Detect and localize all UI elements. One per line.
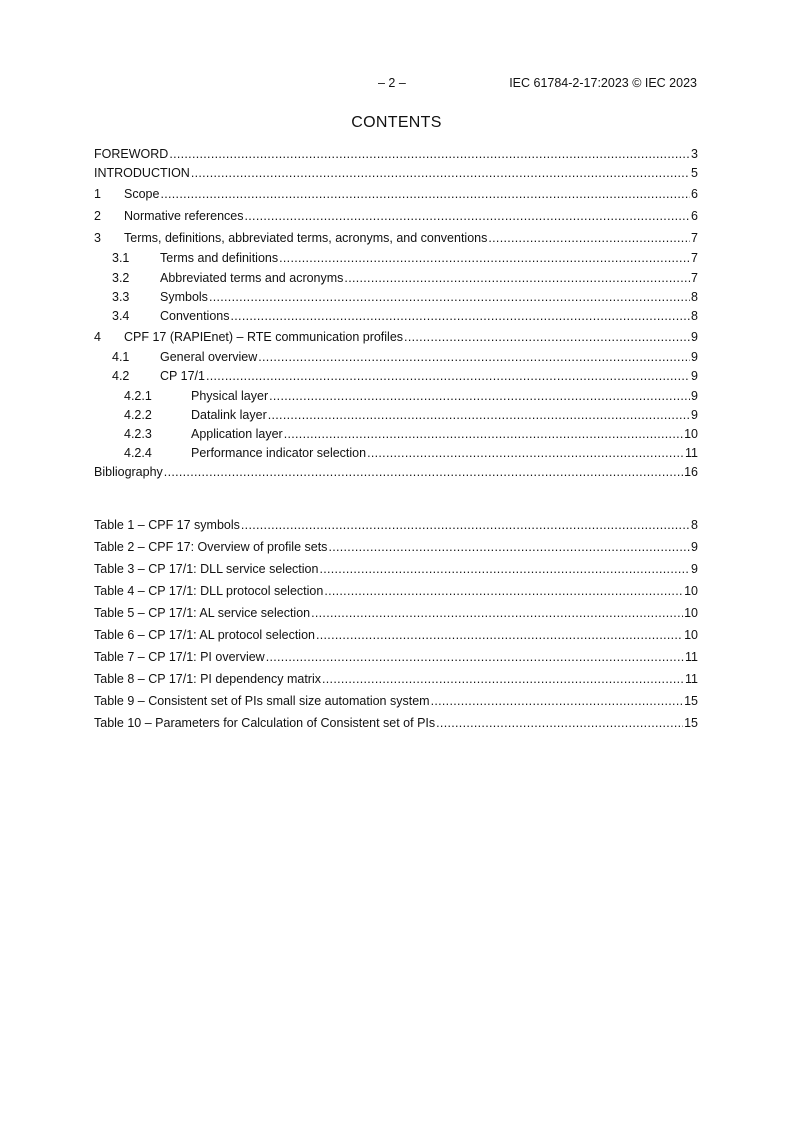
toc-entry-title: CP 17/1 [160,369,205,384]
toc-entry[interactable] [94,444,698,463]
toc-entry-title: Performance indicator selection [191,446,367,461]
table-list-entry[interactable] [94,558,698,580]
dot-leader [231,307,691,326]
toc-entry[interactable] [94,205,698,227]
toc-entry[interactable] [94,249,698,268]
toc-entry-number: 3.4 [112,308,130,323]
document-id: IEC 61784-2-17:2023 © IEC 2023 [509,76,697,90]
table-list-entry[interactable] [94,624,698,646]
toc-entry-number: 4.2.4 [124,446,152,461]
toc-entry-title: Application layer [191,426,283,441]
toc-entry-number: 3.1 [112,251,130,266]
toc-entry-title: Datalink layer [191,407,267,422]
table-list-entry[interactable] [94,514,698,536]
table-list-entry[interactable] [94,712,698,734]
toc-entry[interactable] [94,425,698,444]
dot-leader [209,288,690,307]
toc-entry[interactable] [94,164,698,183]
table-entry-page: 10 [684,606,698,620]
contents-title: CONTENTS [351,114,442,131]
toc-entry-number: 3.3 [112,289,130,304]
dot-leader [324,580,683,602]
table-entry-title: Table 1 – CPF 17 symbols [94,518,240,532]
toc-entry-page: 10 [684,426,698,441]
toc-entry[interactable] [94,145,698,164]
table-entry-title: Table 10 – Parameters for Calculation of Consistent set of PIs [94,716,436,730]
dot-leader [311,602,683,624]
table-entry-page: 10 [684,628,698,642]
toc-entry-number: 2 [94,209,101,224]
toc-entry[interactable] [94,387,698,406]
page-header [0,76,793,92]
toc-entry-title: FOREWORD [94,147,169,161]
table-entry-title: Table 8 – CP 17/1: PI dependency matrix [94,672,321,686]
dot-leader [241,514,690,536]
dot-leader [266,646,684,668]
toc-entry-page: 7 [691,251,698,266]
toc-entry[interactable] [94,307,698,326]
toc-entry-number: 4.2.3 [124,426,152,441]
table-entry-page: 10 [684,584,698,598]
toc-entry-page: 6 [691,187,698,202]
table-entry-page: 15 [684,694,698,708]
dot-leader [169,145,690,164]
toc-entry[interactable] [94,326,698,348]
toc-entry-page: 9 [691,388,698,403]
toc-entry-title: Symbols [160,289,208,304]
table-entry-page: 8 [691,518,698,532]
dot-leader [344,269,690,288]
table-list-entry[interactable] [94,668,698,690]
toc-entry-number: 3.2 [112,270,130,285]
dot-leader [316,624,683,646]
table-entry-page: 15 [684,716,698,730]
dot-leader [191,164,690,183]
dot-leader [367,444,684,463]
dot-leader [206,367,690,386]
toc-entry-number: 1 [94,187,101,202]
toc-entry-page: 9 [691,330,698,345]
dot-leader [328,536,690,558]
toc-entry-title: INTRODUCTION [94,166,190,181]
dot-leader [245,205,691,227]
dot-leader [284,425,683,444]
toc-entry-page: 6 [691,209,698,224]
toc-entry-page: 9 [691,369,698,384]
table-entry-title: Table 6 – CP 17/1: AL protocol selection [94,628,315,642]
toc-entry-title: Normative references [124,209,244,224]
toc-entry-title: Bibliography [94,465,163,480]
toc-entry-page: 11 [685,446,698,461]
dot-leader [160,183,690,205]
toc-entry-page: 5 [691,166,698,181]
table-entry-page: 11 [685,672,698,686]
dot-leader [164,463,683,482]
toc-entry-number: 4.2 [112,369,130,384]
table-list-entry[interactable] [94,602,698,624]
toc-entry[interactable] [94,269,698,288]
toc-entry[interactable] [94,288,698,307]
toc-entry-title: Conventions [160,308,230,323]
table-entry-title: Table 5 – CP 17/1: AL service selection [94,606,311,620]
toc-entry-number: 4.2.2 [124,407,152,422]
toc-entry[interactable] [94,406,698,425]
table-of-contents [94,145,698,482]
toc-entry-page: 3 [691,147,698,161]
dot-leader [431,690,684,712]
dot-leader [279,249,690,268]
dot-leader [322,668,684,690]
table-entry-title: Table 4 – CP 17/1: DLL protocol selection [94,584,324,598]
toc-entry[interactable] [94,348,698,367]
table-entry-page: 11 [685,650,698,664]
dot-leader [269,387,690,406]
table-entry-page: 9 [691,562,698,576]
toc-entry-page: 9 [691,350,698,365]
dot-leader [404,326,690,348]
toc-entry[interactable] [94,367,698,386]
toc-entry-title: Abbreviated terms and acronyms [160,270,344,285]
dot-leader [436,712,683,734]
toc-entry[interactable] [94,227,698,249]
toc-entry-number: 3 [94,231,101,246]
toc-entry-page: 7 [691,231,698,246]
toc-entry-title: CPF 17 (RAPIEnet) – RTE communication profiles [124,330,404,345]
toc-entry-page: 7 [691,270,698,285]
dot-leader [319,558,690,580]
toc-entry-title: Physical layer [191,388,269,403]
table-entry-title: Table 7 – CP 17/1: PI overview [94,650,265,664]
toc-entry-number: 4.1 [112,350,130,365]
table-entry-page: 9 [691,540,698,554]
toc-entry-number: 4 [94,330,101,345]
toc-entry-page: 8 [691,289,698,304]
dot-leader [268,406,690,425]
table-list-entry[interactable] [94,646,698,668]
dot-leader [258,348,690,367]
table-list-entry[interactable] [94,580,698,602]
dot-leader [488,227,690,249]
page-number: – 2 – [378,76,406,90]
toc-entry-page: 9 [691,407,698,422]
table-list-entry[interactable] [94,536,698,558]
toc-entry-number: 4.2.1 [124,388,152,403]
toc-entry-title: Scope [124,187,160,202]
toc-entry-page: 16 [684,465,698,480]
table-list-entry[interactable] [94,690,698,712]
toc-entry[interactable] [94,183,698,205]
table-entry-title: Table 3 – CP 17/1: DLL service selection [94,562,319,576]
toc-entry-title: Terms, definitions, abbreviated terms, acronyms, and conventions [124,231,488,246]
toc-entry-title: General overview [160,350,258,365]
table-entry-title: Table 9 – Consistent set of PIs small size automation system [94,694,430,708]
toc-entry[interactable] [94,463,698,482]
toc-entry-page: 8 [691,308,698,323]
list-of-tables [94,514,698,734]
toc-entry-title: Terms and definitions [160,251,279,266]
table-entry-title: Table 2 – CPF 17: Overview of profile sets [94,540,328,554]
